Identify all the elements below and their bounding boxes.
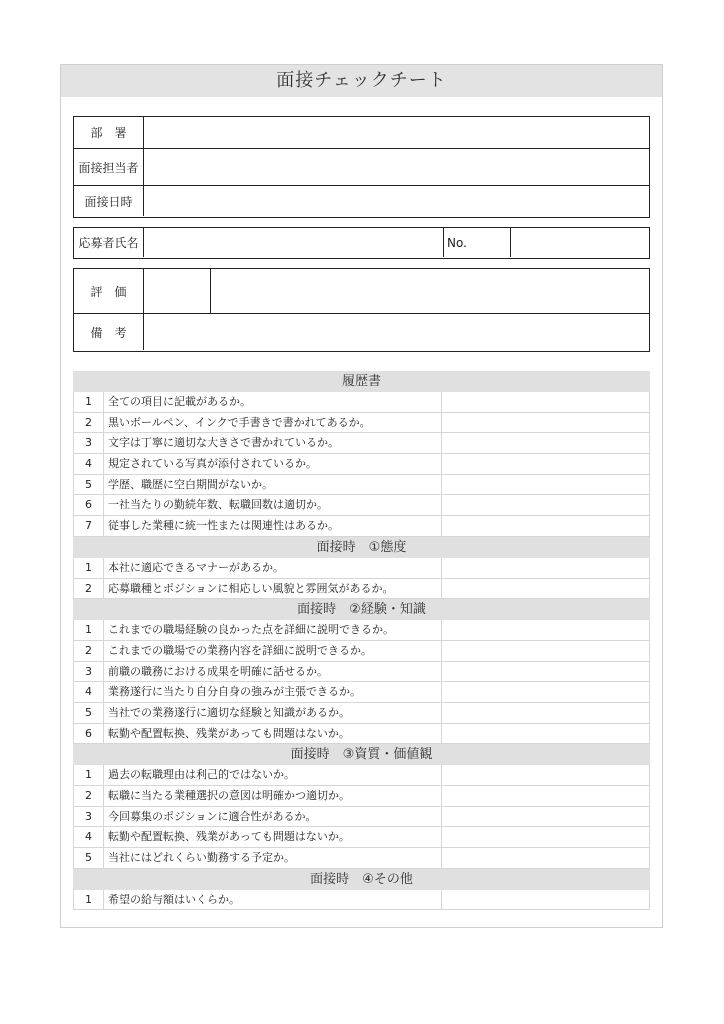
checklist-row bbox=[73, 516, 650, 537]
item-check-cell[interactable] bbox=[442, 765, 649, 785]
item-check-cell[interactable] bbox=[442, 641, 649, 661]
page-title: 面接チェックチート bbox=[61, 65, 662, 97]
applicant-box bbox=[73, 227, 650, 259]
remarks-row bbox=[74, 314, 649, 350]
checklist-row bbox=[73, 475, 650, 496]
section-heading: 面接時 ②経験・知識 bbox=[73, 599, 650, 620]
item-number: 3 bbox=[74, 662, 104, 682]
item-question: 転職に当たる業種選択の意図は明確かつ適切か。 bbox=[104, 786, 442, 806]
applicant-no-field[interactable] bbox=[511, 228, 649, 257]
item-question: 前職の職務における成果を明確に話せるか。 bbox=[104, 662, 442, 682]
item-number: 4 bbox=[74, 454, 104, 474]
item-check-cell[interactable] bbox=[442, 516, 649, 536]
applicant-name-field[interactable] bbox=[144, 228, 443, 257]
item-question: 当社にはどれくらい勤務する予定か。 bbox=[104, 848, 442, 868]
checklist-row bbox=[73, 558, 650, 579]
item-check-cell[interactable] bbox=[442, 454, 649, 474]
remarks-field[interactable] bbox=[144, 314, 649, 350]
item-check-cell[interactable] bbox=[442, 703, 649, 723]
item-question: 今回募集のポジションに適合性があるか。 bbox=[104, 807, 442, 827]
item-question: 業務遂行に当たり自分自身の強みが主張できるか。 bbox=[104, 682, 442, 702]
item-question: 一社当たりの勤続年数、転職回数は適切か。 bbox=[104, 495, 442, 515]
item-number: 4 bbox=[74, 827, 104, 847]
department-row bbox=[74, 117, 649, 149]
checklist-row bbox=[73, 495, 650, 516]
checklist-row bbox=[73, 620, 650, 641]
checklist-row bbox=[73, 454, 650, 475]
item-question: 学歴、職歴に空白期間がないか。 bbox=[104, 475, 442, 495]
checklist-row bbox=[73, 890, 650, 911]
datetime-row bbox=[74, 186, 649, 216]
evaluation-comment-field[interactable] bbox=[211, 269, 649, 313]
item-check-cell[interactable] bbox=[442, 475, 649, 495]
item-question: 転勤や配置転換、残業があっても問題はないか。 bbox=[104, 724, 442, 744]
item-check-cell[interactable] bbox=[442, 890, 649, 910]
item-number: 2 bbox=[74, 579, 104, 599]
item-question: 従事した業種に統一性または関連性はあるか。 bbox=[104, 516, 442, 536]
interview-checksheet bbox=[60, 64, 663, 928]
item-number: 6 bbox=[74, 495, 104, 515]
checklist-row bbox=[73, 682, 650, 703]
applicant-label: 応募者氏名 bbox=[74, 228, 144, 257]
item-check-cell[interactable] bbox=[442, 848, 649, 868]
section-heading: 面接時 ①態度 bbox=[73, 537, 650, 558]
evaluation-row bbox=[74, 269, 649, 314]
item-number: 3 bbox=[74, 433, 104, 453]
item-number: 2 bbox=[74, 786, 104, 806]
checklist-row bbox=[73, 641, 650, 662]
item-number: 7 bbox=[74, 516, 104, 536]
checklist-row bbox=[73, 579, 650, 600]
item-check-cell[interactable] bbox=[442, 579, 649, 599]
item-number: 2 bbox=[74, 413, 104, 433]
item-check-cell[interactable] bbox=[442, 620, 649, 640]
item-check-cell[interactable] bbox=[442, 807, 649, 827]
checklist-row bbox=[73, 724, 650, 745]
department-label: 部 署 bbox=[74, 117, 144, 148]
item-question: 文字は丁寧に適切な大きさで書かれているか。 bbox=[104, 433, 442, 453]
item-check-cell[interactable] bbox=[442, 392, 649, 412]
item-question: 過去の転職理由は利己的ではないか。 bbox=[104, 765, 442, 785]
applicant-row bbox=[74, 228, 649, 257]
item-number: 2 bbox=[74, 641, 104, 661]
item-number: 5 bbox=[74, 848, 104, 868]
item-question: 規定されている写真が添付されているか。 bbox=[104, 454, 442, 474]
evaluation-label: 評 価 bbox=[74, 269, 144, 313]
checklist-row bbox=[73, 848, 650, 869]
item-number: 1 bbox=[74, 392, 104, 412]
item-question: 黒いボールペン、インクで手書きで書かれてあるか。 bbox=[104, 413, 442, 433]
item-check-cell[interactable] bbox=[442, 413, 649, 433]
checklist-row bbox=[73, 433, 650, 454]
checklist-row bbox=[73, 765, 650, 786]
item-check-cell[interactable] bbox=[442, 827, 649, 847]
checklist bbox=[73, 371, 650, 910]
section-heading: 面接時 ③資質・価値観 bbox=[73, 744, 650, 765]
item-question: これまでの職場での業務内容を詳細に説明できるか。 bbox=[104, 641, 442, 661]
item-question: 当社での業務遂行に適切な経験と知識があるか。 bbox=[104, 703, 442, 723]
datetime-field[interactable] bbox=[144, 186, 649, 216]
item-number: 5 bbox=[74, 703, 104, 723]
item-number: 4 bbox=[74, 682, 104, 702]
evaluation-grade-field[interactable] bbox=[144, 269, 211, 313]
item-check-cell[interactable] bbox=[442, 724, 649, 744]
interview-info-box bbox=[73, 116, 650, 218]
department-field[interactable] bbox=[144, 117, 649, 148]
item-check-cell[interactable] bbox=[442, 495, 649, 515]
checklist-row bbox=[73, 786, 650, 807]
item-check-cell[interactable] bbox=[442, 433, 649, 453]
item-question: これまでの職場経験の良かった点を詳細に説明できるか。 bbox=[104, 620, 442, 640]
datetime-label: 面接日時 bbox=[74, 186, 144, 216]
checklist-row bbox=[73, 703, 650, 724]
interviewer-label: 面接担当者 bbox=[74, 149, 144, 185]
no-label: No. bbox=[443, 228, 511, 257]
checklist-row bbox=[73, 392, 650, 413]
item-number: 1 bbox=[74, 558, 104, 578]
item-check-cell[interactable] bbox=[442, 682, 649, 702]
section-heading: 面接時 ④その他 bbox=[73, 869, 650, 890]
item-question: 応募職種とポジションに相応しい風貌と雰囲気があるか。 bbox=[104, 579, 442, 599]
item-question: 希望の給与額はいくらか。 bbox=[104, 890, 442, 910]
item-number: 1 bbox=[74, 765, 104, 785]
item-number: 5 bbox=[74, 475, 104, 495]
evaluation-box bbox=[73, 268, 650, 352]
item-check-cell[interactable] bbox=[442, 662, 649, 682]
item-number: 6 bbox=[74, 724, 104, 744]
interviewer-field[interactable] bbox=[144, 149, 649, 185]
item-number: 3 bbox=[74, 807, 104, 827]
checklist-row bbox=[73, 827, 650, 848]
item-check-cell[interactable] bbox=[442, 786, 649, 806]
item-number: 1 bbox=[74, 890, 104, 910]
item-question: 全ての項目に記載があるか。 bbox=[104, 392, 442, 412]
item-check-cell[interactable] bbox=[442, 558, 649, 578]
checklist-row bbox=[73, 807, 650, 828]
item-question: 転勤や配置転換、残業があっても問題はないか。 bbox=[104, 827, 442, 847]
remarks-label: 備 考 bbox=[74, 314, 144, 350]
checklist-row bbox=[73, 662, 650, 683]
item-question: 本社に適応できるマナーがあるか。 bbox=[104, 558, 442, 578]
section-heading: 履歴書 bbox=[73, 371, 650, 392]
interviewer-row bbox=[74, 149, 649, 186]
checklist-row bbox=[73, 413, 650, 434]
item-number: 1 bbox=[74, 620, 104, 640]
